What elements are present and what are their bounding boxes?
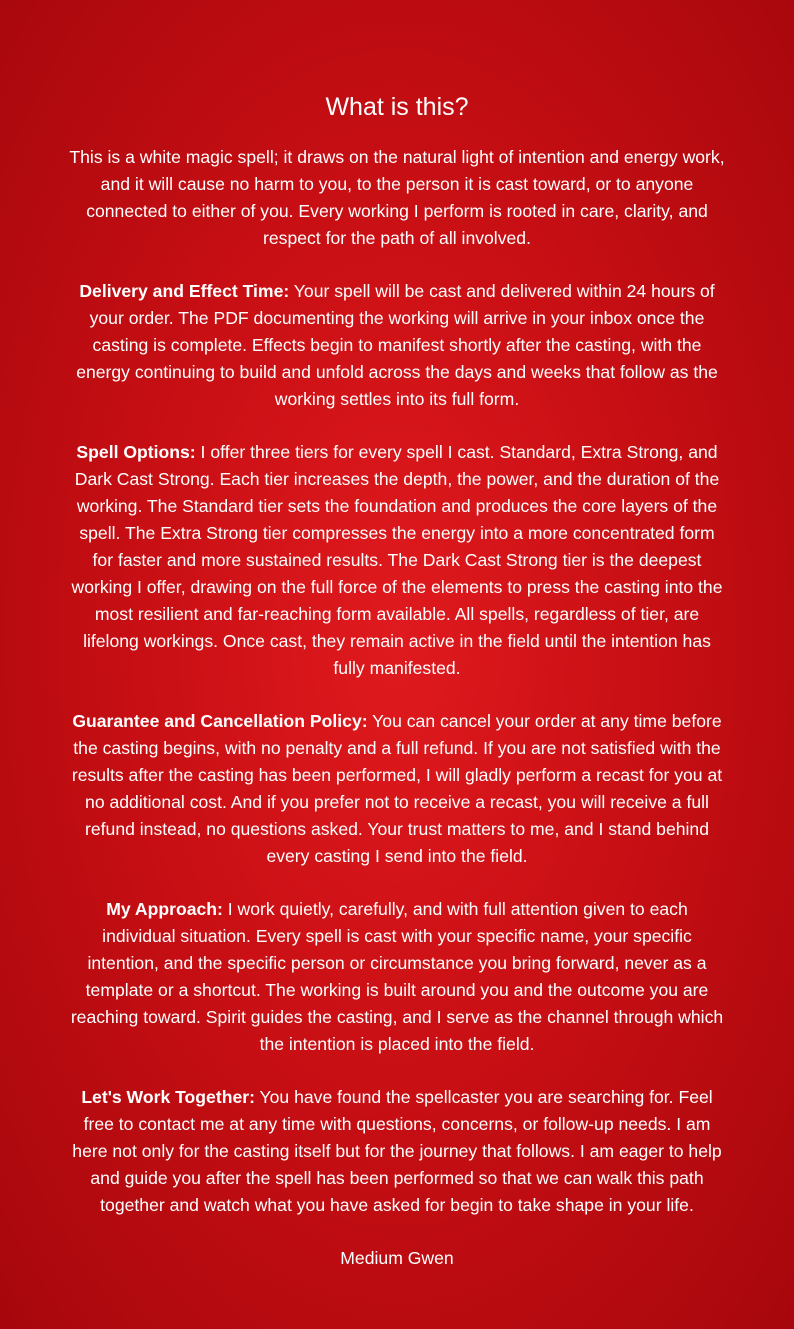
delivery-section [68, 278, 726, 413]
work-together-heading: Let's Work Together: [81, 1087, 255, 1107]
spell-options-section [68, 439, 726, 682]
spell-options-heading: Spell Options: [76, 442, 196, 462]
guarantee-body: You can cancel your order at any time before the casting begins, with no penalty and a full refund. If you are not satisfied with the results after the casting has been performed, I will gladly perform a recast for you at no additional cost. And if you prefer not to receive a recast, you will receive a full refund instead, no questions asked. Your trust matters to me, and I stand behind every casting I send into the field. [71, 711, 723, 866]
signature: Medium Gwen [340, 1248, 454, 1268]
approach-body: I work quietly, carefully, and with full attention given to each individual situation. Every spell is cast with your specific name, your specific intention, and the specific person or circumstance you bring forward, never as a template or a shortcut. The working is built around you and the outcome you are reaching toward. Spirit guides the casting, and I serve as the channel through which the intention is placed into the field. [70, 899, 724, 1054]
delivery-heading: Delivery and Effect Time: [79, 281, 290, 301]
work-together-section [68, 1084, 726, 1219]
approach-section [68, 896, 726, 1058]
intro-paragraph: This is a white magic spell; it draws on the natural light of intention and energy work, and it will cause no harm to you, to the person it is cast toward, or to anyone connected to either of you. Every working I perform is rooted in care, clarity, and respect for the path of all involved. [69, 147, 725, 248]
delivery-body: Your spell will be cast and delivered within 24 hours of your order. The PDF documenting the working will arrive in your inbox once the casting is complete. Effects begin to manifest shortly after the casting, with the energy continuing to build and unfold across the days and weeks that follow as the working settles into its full form. [76, 281, 718, 409]
guarantee-heading: Guarantee and Cancellation Policy: [72, 711, 368, 731]
page-title: What is this? [325, 93, 469, 121]
approach-heading: My Approach: [106, 899, 223, 919]
spell-options-body: I offer three tiers for every spell I cast. Standard, Extra Strong, and Dark Cast Strong. Each tier increases the depth, the power, and the duration of the working. The Standard tier sets the foundation and produces the core layers of the spell. The Extra Strong tier compresses the energy into a more concentrated form for faster and more sustained results. The Dark Cast Strong tier is the deepest working I offer, drawing on the full force of the elements to press the casting into the most resilient and far-reaching form available. All spells, regardless of tier, are lifelong workings. Once cast, they remain active in the field until the intention has fully manifested. [71, 442, 723, 678]
guarantee-section [68, 708, 726, 870]
work-together-body: You have found the spellcaster you are searching for. Feel free to contact me at any time with questions, concerns, or follow-up needs. I am here not only for the casting itself but for the journey that follows. I am eager to help and guide you after the spell has been performed so that we can walk this path together and watch what you have asked for begin to take shape in your life. [72, 1087, 722, 1215]
